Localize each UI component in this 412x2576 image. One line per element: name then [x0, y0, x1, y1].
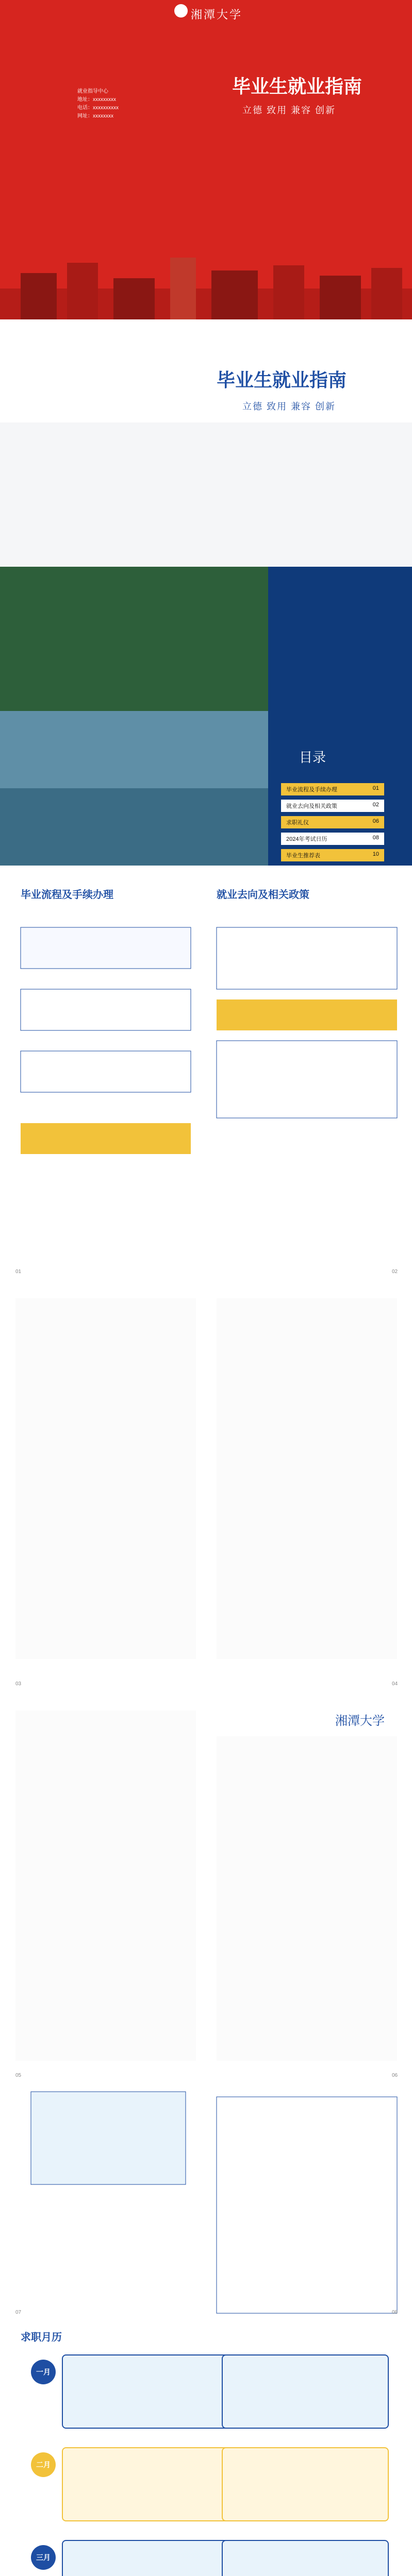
toc-label: 毕业生推荐表 — [286, 853, 320, 859]
page-title: 毕业生就业指南 — [217, 369, 347, 391]
doc-column-right — [217, 1736, 397, 2061]
policy-text-right — [217, 1298, 397, 1659]
contact-line: 网址：xxxxxxxx — [77, 113, 113, 119]
spread-2 — [0, 1278, 412, 1690]
page-subtitle: 立德 致用 兼容 创新 — [242, 401, 336, 412]
toc-label: 就业去向及相关政策 — [286, 803, 337, 809]
contact-line: 地址：xxxxxxxxx — [77, 97, 116, 103]
cover-title: 毕业生就业指南 — [232, 76, 362, 97]
toc-page — [0, 567, 412, 866]
month-badge: 三月 — [31, 2545, 56, 2570]
month-badge: 一月 — [31, 2360, 56, 2384]
spread-5-calendar — [0, 2318, 412, 2576]
section-heading: 求职月历 — [21, 2332, 62, 2343]
toc-page-number: 06 — [372, 818, 379, 824]
university-logo: 湘潭大学 — [191, 9, 243, 22]
toc-item[interactable] — [281, 783, 384, 795]
campus-buildings-illustration — [0, 247, 412, 319]
month-badge: 二月 — [31, 2452, 56, 2477]
month-panel — [62, 2540, 229, 2576]
toc-page-number: 02 — [372, 802, 379, 808]
logo-sign: 湘潭大学 — [335, 1714, 385, 1728]
page-number: 05 — [15, 2073, 22, 2078]
contact-line: 电话：xxxxxxxxxx — [77, 105, 119, 111]
month-panel — [222, 2447, 389, 2521]
cover-page — [0, 0, 412, 319]
toc-title: 目录 — [299, 750, 326, 766]
month-panel — [62, 2447, 229, 2521]
cover-subtitle: 立德 致用 兼容 创新 — [242, 105, 336, 115]
page-number: 02 — [392, 1269, 398, 1275]
doc-column-left — [15, 1710, 196, 2061]
contact-box — [77, 88, 160, 121]
page-number: 07 — [15, 2310, 22, 2315]
toc-label: 2024年考试日历 — [286, 836, 327, 842]
page-number: 01 — [15, 1269, 22, 1275]
lake-photo — [0, 567, 268, 866]
section-heading: 就业去向及相关政策 — [217, 889, 309, 901]
toc-page-number: 01 — [372, 785, 379, 791]
university-seal-icon — [174, 4, 188, 18]
toc-item[interactable] — [281, 816, 384, 828]
spread-4 — [0, 2081, 412, 2318]
month-panel — [222, 2540, 389, 2576]
contact-line: 就业指导中心 — [77, 89, 108, 94]
month-panel — [62, 2354, 229, 2429]
flow-diagram — [15, 927, 196, 1211]
policy-diagram — [217, 927, 397, 1236]
page-number: 08 — [392, 2310, 398, 2315]
policy-text-left — [15, 1298, 196, 1659]
toc-label: 求职礼仪 — [286, 820, 309, 826]
page-number: 06 — [392, 2073, 398, 2078]
timeline-diagram — [217, 2097, 397, 2313]
toc-page-number: 08 — [372, 835, 379, 841]
toc-item[interactable] — [281, 833, 384, 845]
toc-item[interactable] — [281, 800, 384, 812]
flow-chart — [31, 2092, 186, 2184]
campus-photo — [0, 422, 412, 567]
toc-label: 毕业流程及手续办理 — [286, 787, 337, 793]
page-number: 03 — [15, 1681, 22, 1687]
spread-1 — [0, 866, 412, 1278]
title-page — [0, 319, 412, 567]
spread-3 — [0, 1690, 412, 2081]
page-number: 04 — [392, 1681, 398, 1687]
month-panel — [222, 2354, 389, 2429]
section-heading: 毕业流程及手续办理 — [21, 889, 113, 901]
toc-item[interactable] — [281, 849, 384, 861]
toc-page-number: 10 — [372, 851, 379, 857]
